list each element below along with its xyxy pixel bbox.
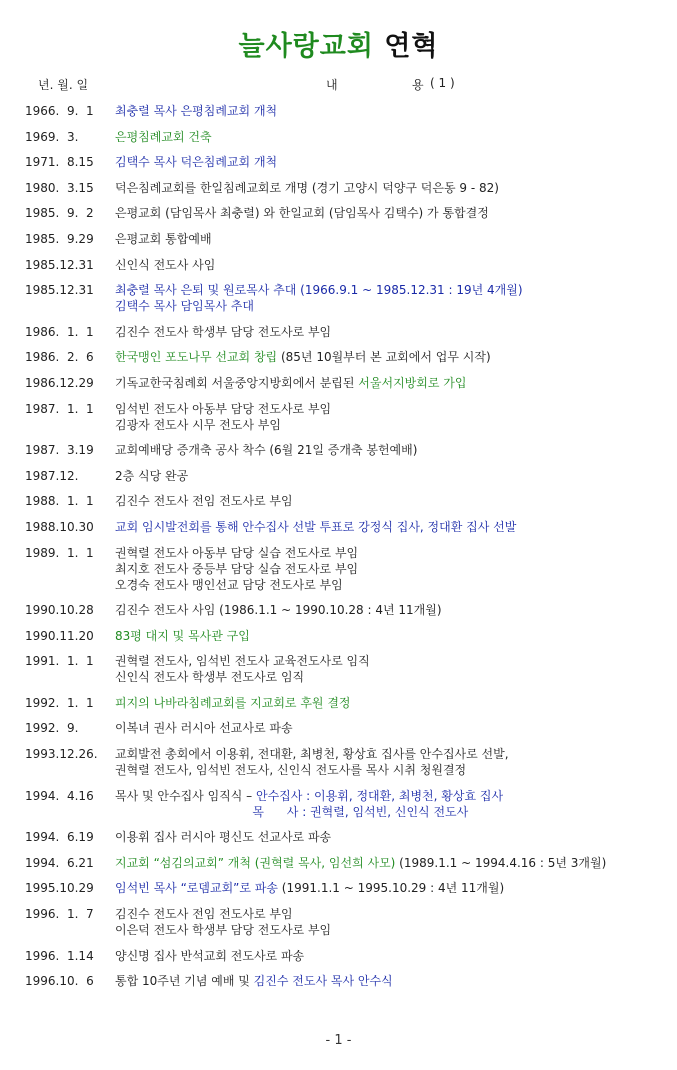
history-date: 1992. 1. 1 <box>25 695 94 710</box>
history-line <box>115 545 677 561</box>
history-text: 이은덕 전도사 학생부 담당 전도사로 부임 <box>115 923 332 938</box>
history-content <box>115 401 677 433</box>
history-text: 한국맹인 포도나무 선교회 창립 <box>115 350 278 365</box>
history-content <box>115 180 677 196</box>
history-content <box>115 973 677 989</box>
header-content-2: 용 <box>412 78 424 92</box>
history-text: 신인식 전도사 학생부 전도사로 임직 <box>115 670 305 685</box>
history-row <box>0 519 677 545</box>
history-text: 최충렬 목사 은평침례교회 개척 <box>115 104 278 118</box>
history-date: 1985. 9.29 <box>25 231 94 246</box>
history-date: 1991. 1. 1 <box>25 654 94 669</box>
history-row <box>0 205 677 231</box>
history-text: 김진수 전도사 전임 전도사로 부임 <box>115 494 293 509</box>
history-row <box>0 493 677 519</box>
history-row <box>0 880 677 906</box>
history-text: 피지의 나바라침례교회를 지교회로 후원 결정 <box>115 695 351 710</box>
history-line <box>115 468 677 484</box>
history-content <box>115 855 677 871</box>
history-row <box>0 906 677 948</box>
history-line <box>115 746 677 762</box>
history-line <box>115 205 677 221</box>
history-text: 서울서지방회로 가입 <box>358 375 467 390</box>
history-line <box>115 948 677 964</box>
history-content <box>115 545 677 593</box>
history-date: 1992. 9. <box>25 721 79 736</box>
history-row <box>0 257 677 283</box>
history-row <box>0 788 677 830</box>
history-row <box>0 545 677 603</box>
history-date: 1969. 3. <box>25 129 79 144</box>
history-content <box>115 602 677 618</box>
header-date: 년. 월. 일 <box>38 78 89 92</box>
history-text: 은평교회 통합예배 <box>115 231 212 246</box>
history-text: 권혁렬 전도사 아동부 담당 실습 전도사로 부임 <box>115 545 359 560</box>
history-line <box>115 519 677 535</box>
history-line <box>115 762 677 778</box>
history-line <box>115 669 677 685</box>
history-text: 목사 및 안수집사 임직식 – <box>115 788 256 803</box>
history-date: 1994. 4.16 <box>25 788 94 803</box>
history-line <box>115 973 677 989</box>
history-content <box>115 257 677 273</box>
history-text: 김진수 전도사 목사 안수식 <box>253 974 393 989</box>
history-date: 1995.10.29 <box>25 881 94 896</box>
history-text: 은평교회 (담임목사 최충렬) 와 한일교회 (담임목사 김택수) 가 통합결정 <box>115 206 489 221</box>
history-row <box>0 973 677 999</box>
history-row <box>0 829 677 855</box>
history-text: 김진수 전도사 학생부 담당 전도사로 부임 <box>115 324 332 339</box>
page-number: - 1 - <box>325 1033 352 1048</box>
history-text: 안수집사 : 이용휘, 정대환, 최병천, 황상효 집사 <box>256 788 504 803</box>
history-date: 1988. 1. 1 <box>25 494 94 509</box>
table-header <box>0 76 677 94</box>
history-date: 1996. 1.14 <box>25 948 94 963</box>
history-line <box>115 129 677 145</box>
history-row <box>0 375 677 401</box>
history-content <box>115 154 677 170</box>
history-row <box>0 653 677 695</box>
history-line <box>115 829 677 845</box>
history-row <box>0 180 677 206</box>
history-text: 교회 임시발전회를 통해 안수집사 선발 투표로 강정식 집사, 정대환 집사 선발 <box>115 519 517 534</box>
history-row <box>0 103 677 129</box>
header-volume: ( 1 ) <box>430 76 455 90</box>
history-content <box>115 324 677 340</box>
history-row <box>0 282 677 324</box>
history-date: 1987.12. <box>25 468 79 483</box>
history-row <box>0 349 677 375</box>
history-date: 1993.12.26. <box>25 747 98 762</box>
history-date: 1985.12.31 <box>25 283 94 298</box>
history-text: 2층 식당 완공 <box>115 468 189 483</box>
history-line <box>115 720 677 736</box>
history-text: 목 사 : 권혁렬, 임석빈, 신인식 전도사 <box>115 804 469 819</box>
history-content <box>115 103 677 119</box>
history-text: 권혁렬 전도사, 임석빈 전도사 교육전도사로 임직 <box>115 654 370 669</box>
history-text: 오경숙 전도사 맹인선교 담당 전도사로 부임 <box>115 577 343 592</box>
history-list <box>0 103 677 999</box>
history-line <box>115 628 677 644</box>
history-content <box>115 129 677 145</box>
history-text: 김택수 목사 담임목사 추대 <box>115 299 254 314</box>
history-date: 1987. 3.19 <box>25 443 94 458</box>
history-row <box>0 948 677 974</box>
history-row <box>0 154 677 180</box>
history-text: 통합 10주년 기념 예배 및 <box>115 974 254 989</box>
history-text: 권혁렬 전도사, 임석빈 전도사, 신인식 전도사를 목사 시취 청원결정 <box>115 763 467 778</box>
history-date: 1990.11.20 <box>25 628 94 643</box>
history-text: 83평 대지 및 목사관 구입 <box>115 628 250 643</box>
history-date: 1994. 6.19 <box>25 830 94 845</box>
history-line <box>115 257 677 273</box>
history-date: 1971. 8.15 <box>25 155 94 170</box>
history-content <box>115 349 677 365</box>
history-date: 1989. 1. 1 <box>25 545 94 560</box>
history-line <box>115 922 677 938</box>
history-text: 덕은침례교회를 한일침례교회로 개명 (경기 고양시 덕양구 덕은동 9 - 82) <box>115 180 499 195</box>
page-title <box>0 24 677 63</box>
history-row <box>0 468 677 494</box>
history-text: 교회예배당 증개축 공사 착수 (6월 21일 증개축 봉헌예배) <box>115 443 418 458</box>
history-label: 연혁 <box>384 31 439 62</box>
history-date: 1986.12.29 <box>25 375 94 390</box>
history-line <box>115 349 677 365</box>
history-line <box>115 493 677 509</box>
history-line <box>115 561 677 577</box>
history-text: 지교회 “섬김의교회” 개척 (권혁렬 목사, 임선희 사모) <box>115 855 396 870</box>
history-content <box>115 468 677 484</box>
history-text: 이복녀 권사 러시아 선교사로 파송 <box>115 721 293 736</box>
history-text: 교회발전 총회에서 이용휘, 전대환, 최병천, 황상효 집사를 안수집사로 선발, <box>115 747 509 762</box>
history-text: (1989.1.1 ~ 1994.4.16 : 5년 3개월) <box>395 855 607 870</box>
history-line <box>115 180 677 196</box>
history-content <box>115 720 677 736</box>
history-text: 김택수 목사 덕은침례교회 개척 <box>115 155 278 170</box>
history-row <box>0 695 677 721</box>
history-date: 1994. 6.21 <box>25 855 94 870</box>
history-row <box>0 324 677 350</box>
history-date: 1966. 9. 1 <box>25 104 94 118</box>
history-row <box>0 746 677 788</box>
history-row <box>0 720 677 746</box>
history-line <box>115 695 677 711</box>
history-text: 기독교한국침례회 서울중앙지방회에서 분립된 <box>115 375 359 390</box>
history-line <box>115 577 677 593</box>
history-line <box>115 417 677 433</box>
history-date: 1985.12.31 <box>25 257 94 272</box>
history-row <box>0 628 677 654</box>
history-line <box>115 653 677 669</box>
history-line <box>115 788 677 804</box>
history-content <box>115 519 677 535</box>
history-row <box>0 231 677 257</box>
history-line <box>115 298 677 314</box>
history-content <box>115 653 677 685</box>
history-text: 임석빈 전도사 아동부 담당 전도사로 부임 <box>115 401 332 416</box>
history-date: 1988.10.30 <box>25 519 94 534</box>
history-row <box>0 855 677 881</box>
history-date: 1987. 1. 1 <box>25 401 94 416</box>
history-text: (1991.1.1 ~ 1995.10.29 : 4년 11개월) <box>277 881 505 896</box>
history-text: 김광자 전도사 시무 전도사 부임 <box>115 417 281 432</box>
history-text: 김진수 전도사 사임 (1986.1.1 ~ 1990.10.28 : 4년 11개월) <box>115 603 442 618</box>
history-text: 은평침례교회 건축 <box>115 129 212 144</box>
history-date: 1996. 1. 7 <box>25 907 94 922</box>
history-date: 1990.10.28 <box>25 603 94 618</box>
history-date: 1980. 3.15 <box>25 180 94 195</box>
history-line <box>115 906 677 922</box>
history-text: 이용휘 집사 러시아 평신도 선교사로 파송 <box>115 830 332 845</box>
history-date: 1985. 9. 2 <box>25 206 94 221</box>
history-line <box>115 880 677 896</box>
history-text: 김진수 전도사 전임 전도사로 부임 <box>115 907 293 922</box>
history-text: 양신명 집사 반석교회 전도사로 파송 <box>115 948 305 963</box>
history-date: 1986. 1. 1 <box>25 324 94 339</box>
church-name: 늘사랑교회 <box>238 31 374 62</box>
history-text: 임석빈 목사 “로뎀교회”로 파송 <box>115 881 278 896</box>
history-content <box>115 231 677 247</box>
history-content <box>115 205 677 221</box>
history-content <box>115 493 677 509</box>
history-line <box>115 103 677 119</box>
history-content <box>115 788 677 820</box>
history-line <box>115 442 677 458</box>
history-text: 신인식 전도사 사임 <box>115 257 216 272</box>
history-content <box>115 442 677 458</box>
history-line <box>115 602 677 618</box>
history-line <box>115 804 677 820</box>
history-content <box>115 829 677 845</box>
history-text: 최충렬 목사 은퇴 및 원로목사 추대 (1966.9.1 ~ 1985.12.31 : 19년 4개월) <box>115 283 523 298</box>
history-line <box>115 401 677 417</box>
history-content <box>115 880 677 896</box>
history-content <box>115 628 677 644</box>
history-row <box>0 401 677 443</box>
history-content <box>115 948 677 964</box>
history-line <box>115 282 677 298</box>
history-row <box>0 442 677 468</box>
header-content-1: 내 <box>326 78 338 92</box>
history-date: 1986. 2. 6 <box>25 350 94 365</box>
history-line <box>115 231 677 247</box>
history-line <box>115 855 677 871</box>
history-text: (85년 10월부터 본 교회에서 업무 시작) <box>277 350 491 365</box>
history-content <box>115 906 677 938</box>
history-line <box>115 154 677 170</box>
history-date: 1996.10. 6 <box>25 974 94 989</box>
history-content <box>115 746 677 778</box>
history-line <box>115 324 677 340</box>
history-content <box>115 375 677 391</box>
history-row <box>0 129 677 155</box>
history-line <box>115 375 677 391</box>
history-content <box>115 282 677 314</box>
history-content <box>115 695 677 711</box>
history-text: 최지호 전도사 중등부 담당 실습 전도사로 부임 <box>115 561 359 576</box>
history-row <box>0 602 677 628</box>
